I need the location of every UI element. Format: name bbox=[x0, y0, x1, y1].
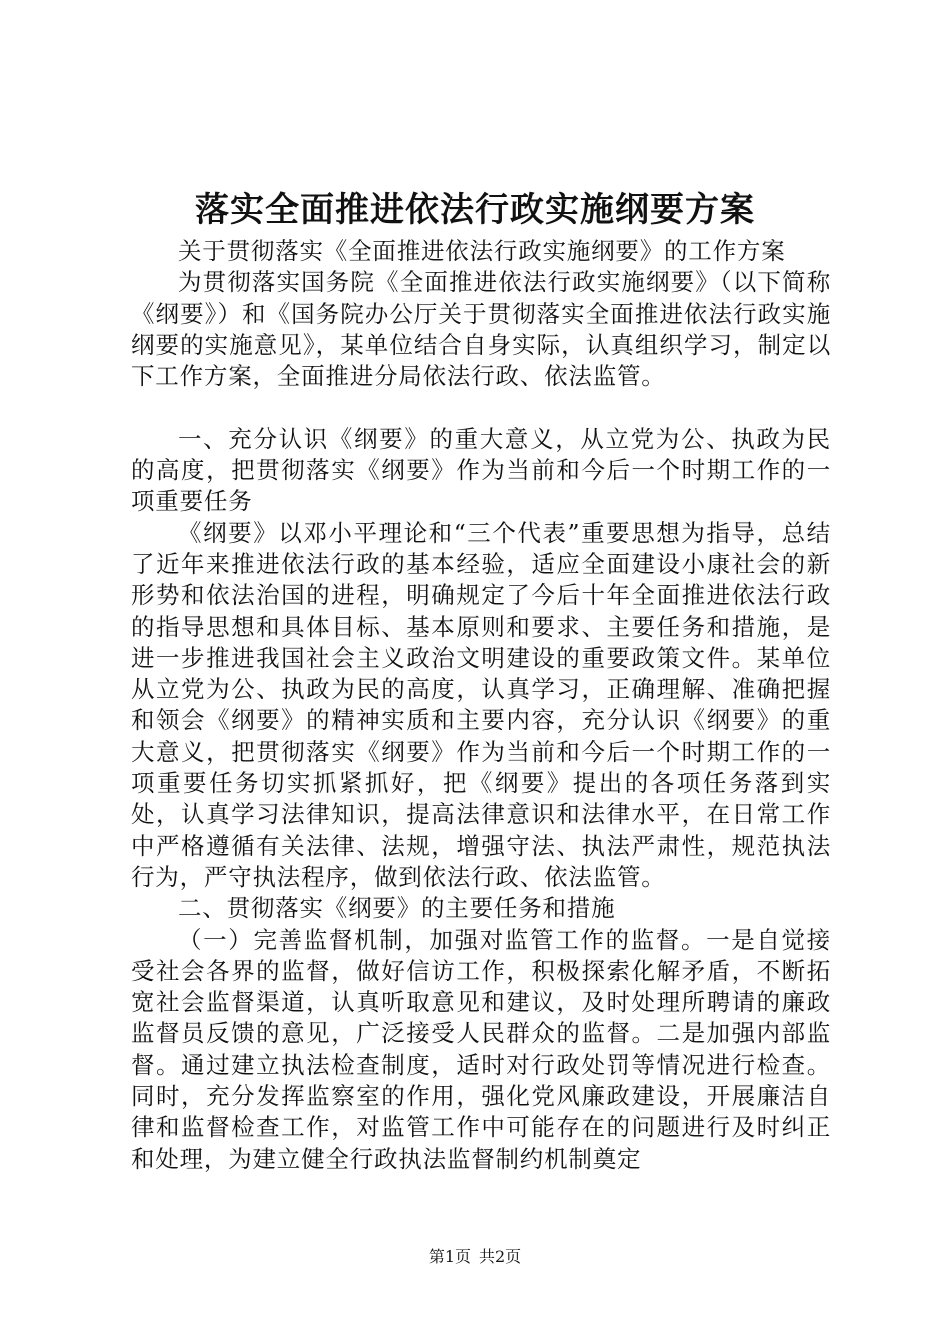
section-heading-2: 二、贯彻落实《纲要》的主要任务和措施 bbox=[178, 894, 616, 923]
page-footer bbox=[0, 1246, 950, 1268]
blank-line bbox=[131, 392, 831, 423]
paragraph-supervision: （一）完善监督机制，加强对监管工作的监督。一是自觉接受社会各界的监督，做好信访工作，积极探索化解矛盾，不断拓宽社会监督渠道，认真听取意见和建议，及时处理所聘请的廉政监督员反馈的意见，广泛接受人民群众的监督。二是加强内部监督。通过建立执法检查制度，适时对行政处罚等情况进行检查。同时，充分发挥监察室的作用，强化党风廉政建设，开展廉洁自律和监督检查工作，对监管工作中可能存在的问题进行及时纠正和处理，为建立健全行政执法监督制约机制奠定 bbox=[131, 925, 831, 1173]
document-subtitle: 关于贯彻落实《全面推进依法行政实施纲要》的工作方案 bbox=[178, 237, 786, 265]
paragraph-significance: 《纲要》以邓小平理论和“三个代表”重要思想为指导，总结了近年来推进依法行政的基本经验，适应全面建设小康社会的新形势和依法治国的进程，明确规定了今后十年全面推进依法行政的指导思想和具体目标、基本原则和要求、主要任务和措施，是进一步推进我国社会主义政治文明建设的重要政策文件。某单位从立党为公、执政为民的高度，认真学习，正确理解、准确把握和领会《纲要》的精神实质和主要内容，充分认识《纲要》的重大意义，把贯彻落实《纲要》作为当前和今后一个时期工作的一项重要任务切实抓紧抓好，把《纲要》提出的各项任务落到实处，认真学习法律知识，提高法律意识和法律水平，在日常工作中严格遵循有关法律、法规，增强守法、执法严肃性，规范执法行为，严守执法程序，做到依法行政、依法监管。 bbox=[131, 518, 831, 891]
page-number: 第1页 bbox=[428, 1247, 471, 1266]
document-title: 落实全面推进依法行政实施纲要方案 bbox=[195, 190, 755, 230]
paragraph-intro: 为贯彻落实国务院《全面推进依法行政实施纲要》（以下简称《纲要》）和《国务院办公厅关于贯彻落实全面推进依法行政实施纲要的实施意见》，某单位结合自身实际，认真组织学习，制定以下工作方案，全面推进分局依法行政、依法监管。 bbox=[131, 268, 831, 391]
section-heading-1: 一、充分认识《纲要》的重大意义，从立党为公、执政为民的高度，把贯彻落实《纲要》作为当前和今后一个时期工作的一项重要任务 bbox=[131, 424, 831, 516]
page-total: 共2页 bbox=[479, 1247, 522, 1266]
document-body bbox=[131, 236, 831, 1175]
